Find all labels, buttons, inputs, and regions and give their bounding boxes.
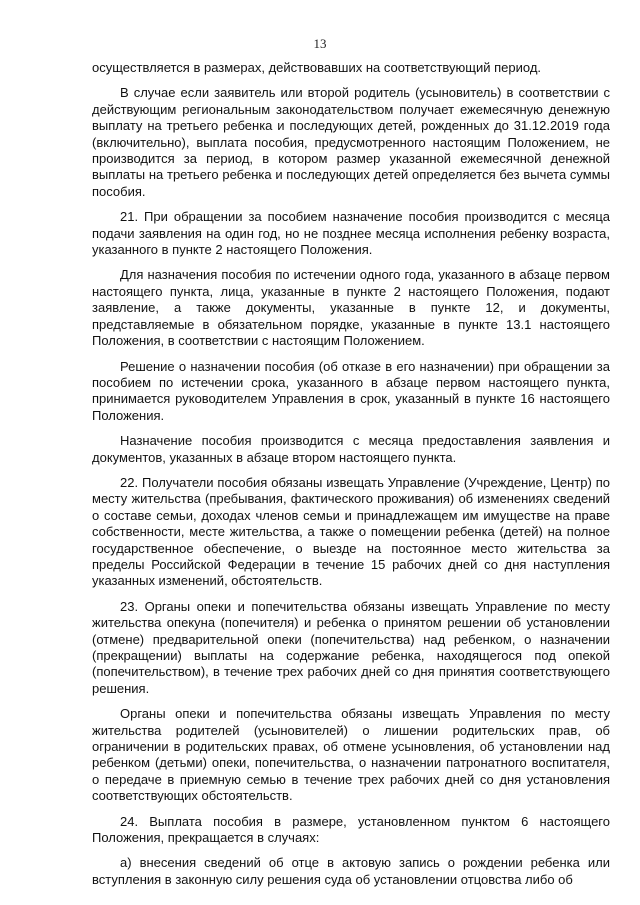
paragraph-clause-21-after-year: Для назначения пособия по истечении одного года, указанного в абзаце первом настоящего пункта, лица, указанные в пункте 2 настоящего Положения, подают заявление, а также документы, указанные в пункте 12, и документы, представляемые в обязательном порядке, указанные в пункте 13.1 настоящего Положения, в соответствии с настоящим Положением.	[92, 267, 610, 349]
paragraph-clause-24-item-a: а) внесения сведений об отце в актовую запись о рождении ребенка или вступления в законную силу решения суда об установлении отцовства либо об	[92, 855, 610, 887]
paragraph-clause-23: 23. Органы опеки и попечительства обязаны извещать Управление по месту жительства опекуна (попечителя) и ребенка о принятом решении об установлении (отмене) предварительной опеки (попечительства) над ребенком, о назначении (прекращении) выплаты на содержание ребенка, находящегося под опекой (попечительством), в течение трех рабочих дней со дня принятия соответствующего решения.	[92, 598, 610, 696]
paragraph-clause-21: 21. При обращении за пособием назначение пособия производится с месяца подачи заявления на один год, но не позднее месяца исполнения ребенку возраста, указанного в пункте 2 настоящего Положения.	[92, 209, 610, 258]
paragraph-third-child-payment: В случае если заявитель или второй родитель (усыновитель) в соответствии с действующим региональным законодательством получает ежемесячную денежную выплату на третьего ребенка и последующих детей, рожденных до 31.12.2019 года (включительно), выплата пособия, предусмотренного настоящим Положением, не производится за период, в котором размер указанной ежемесячной денежной выплаты на третьего ребенка и последующих детей определяется без вычета суммы пособия.	[92, 85, 610, 199]
paragraph-clause-21-decision: Решение о назначении пособия (об отказе в его назначении) при обращении за пособием по истечении срока, указанного в абзаце первом настоящего пункта, принимается руководителем Управления в срок, указанный в пункте 16 настоящего Положения.	[92, 358, 610, 423]
document-body	[92, 60, 610, 888]
page-number: 13	[313, 36, 327, 51]
paragraph-clause-22: 22. Получатели пособия обязаны извещать Управление (Учреждение, Центр) по месту жительства (пребывания, фактического проживания) об изменениях сведений о составе семьи, доходах членов семьи и принадлежащем им имуществе на праве собственности, месте жительства, а также о помещении ребенка (детей) на полное государственное обеспечение, о выезде на постоянное место жительства за пределы Российской Федерации в течение 15 рабочих дней со дня наступления указанных изменений, обстоятельств.	[92, 474, 610, 589]
paragraph-clause-23-parents: Органы опеки и попечительства обязаны извещать Управления по месту жительства родителей (усыновителей) о лишении родительских прав, об ограничении в родительских правах, об отмене усыновления, об установлении над ребенком (детьми) опеки, попечительства, о назначении патронатного воспитателя, о передаче в приемную семью в течение трех рабочих дней со дня установления соответствующих обстоятельств.	[92, 706, 610, 804]
paragraph-continuation: осуществляется в размерах, действовавших на соответствующий период.	[92, 60, 542, 75]
paragraph-clause-21-assignment: Назначение пособия производится с месяца предоставления заявления и документов, указанных в абзаце втором настоящего пункта.	[92, 433, 610, 465]
paragraph-clause-24: 24. Выплата пособия в размере, установленном пунктом 6 настоящего Положения, прекращается в случаях:	[92, 813, 610, 846]
